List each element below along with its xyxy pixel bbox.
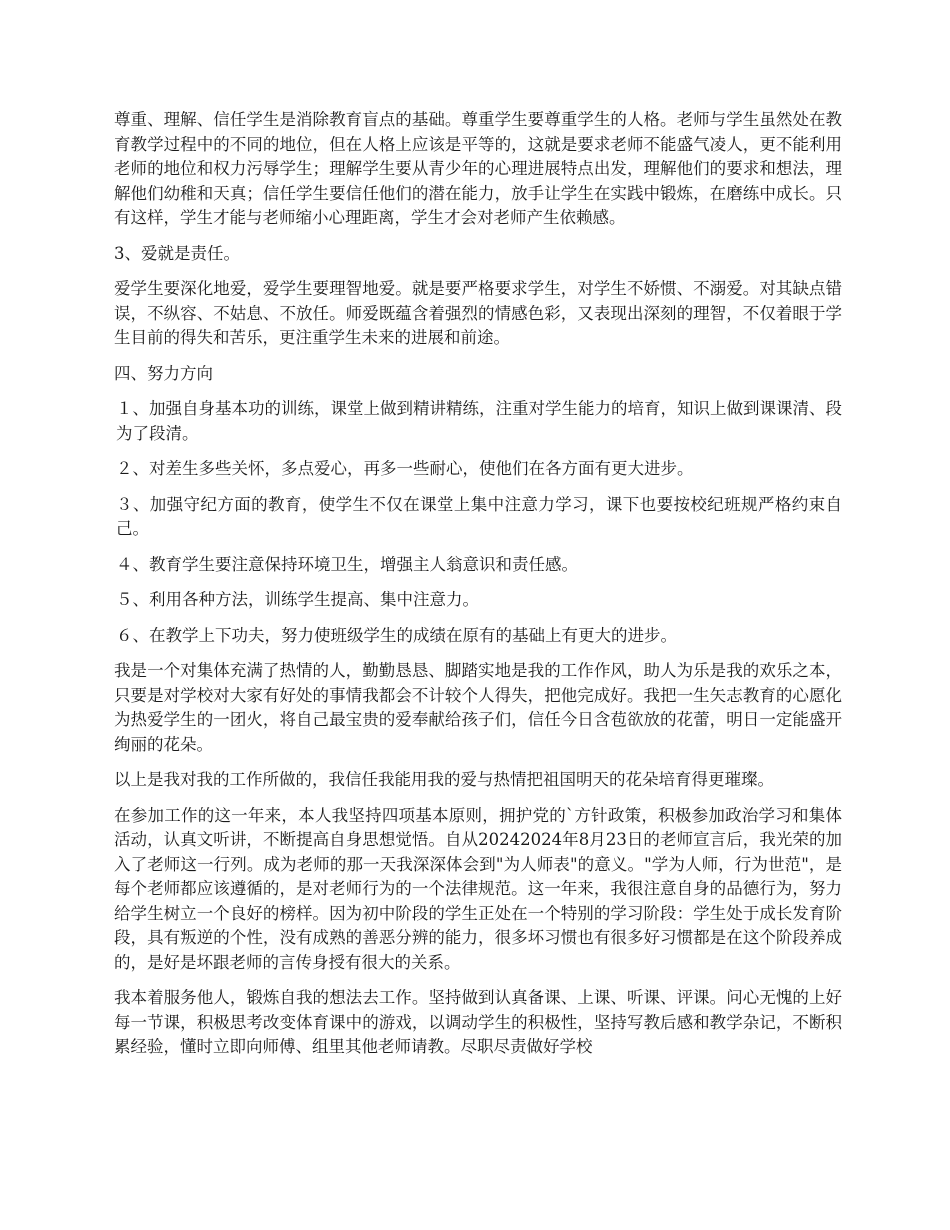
heading-effort-direction: 四、努力方向 — [114, 363, 213, 383]
paragraph-conclusion: 以上是我对我的工作所做的，我信任我能用我的爱与热情把祖国明天的花朵培育得更璀璨。 — [114, 770, 774, 789]
paragraph-work-year: 在参加工作的这一年来，本人我坚持四项基本原则，拥护党的`方针政策，积极参加政治学习和集体活动，认真文听讲，不断提高自身思想觉悟。自从20242024年8月23日的老师宣言后，我光荣的加入了老师这一行列。成为老师的那一天我深深体会到"为人师表"的意义。"学为人师，行为世范"，是每个老师都应该遵循的，是对老师行为的一个法律规范。这一年来，我很注意自身的品德行为，努力给学生树立一个良好的榜样。因为初中阶段的学生正处在一个特别的学习阶段：学生处于成长发育阶段，具有叛逆的个性，没有成熟的善恶分辨的能力，很多坏习惯也有很多好习惯都是在这个阶段养成的，是好是坏跟老师的言传身授有很大的关系。 — [114, 805, 842, 972]
paragraph-love-students: 爱学生要深化地爱，爱学生要理智地爱。就是要严格要求学生，对学生不娇惯、不溺爱。对其缺点错误，不纵容、不姑息、不放任。师爱既蕴含着强烈的情感色彩，又表现出深刻的理智，不仅着眼于学生目前的得失和苦乐，更注重学生未来的进展和前途。 — [114, 279, 842, 347]
list-item-1: １、加强自身基本功的训练，课堂上做到精讲精练，注重对学生能力的培育，知识上做到课课清、段为了段清。 — [116, 399, 842, 443]
list-item-5: ５、利用各种方法，训练学生提高、集中注意力。 — [116, 590, 479, 609]
list-item-2: ２、对差生多些关怀，多点爱心，再多一些耐心，使他们在各方面有更大进步。 — [116, 459, 694, 478]
paragraph-respect: 尊重、理解、信任学生是消除教育盲点的基础。尊重学生要尊重学生的人格。老师与学生虽然处在教育教学过程中的不同的地位，但在人格上应该是平等的，这就是要求老师不能盛气凌人，更不能利用老师的地位和权力污辱学生；理解学生要从青少年的心理进展特点出发，理解他们的要求和想法，理解他们幼稚和天真；信任学生要信任他们的潜在能力，放手让学生在实践中锻炼，在磨练中成长。只有这样，学生才能与老师缩小心理距离，学生才会对老师产生依赖感。 — [114, 110, 842, 227]
paragraph-self-description: 我是一个对集体充满了热情的人，勤勤恳恳、脚踏实地是我的工作作风，助人为乐是我的欢乐之本，只要是对学校对大家有好处的事情我都会不计较个人得失，把他完成好。我把一生矢志教育的心愿化为热爱学生的一团火，将自己最宝贵的爱奉献给孩子们，信任今日含苞欲放的花蕾，明日一定能盛开绚丽的花朵。 — [114, 661, 842, 754]
list-item-6: ６、在教学上下功夫，努力使班级学生的成绩在原有的基础上有更大的进步。 — [116, 625, 677, 645]
list-item-4: ４、教育学生要注意保持环境卫生，增强主人翁意识和责任感。 — [116, 554, 578, 574]
document-body — [114, 108, 842, 1071]
list-item-3: ３、加强守纪方面的教育，使学生不仅在课堂上集中注意力学习，课下也要按校纪班规严格约束自己。 — [116, 494, 842, 538]
paragraph-service: 我本着服务他人，锻炼自我的想法去工作。坚持做到认真备课、上课、听课、评课。问心无愧的上好每一节课，积极思考改变体育课中的游戏，以调动学生的积极性，坚持写教后感和教学杂记，不断积累经验，懂时立即向师傅、组里其他老师请教。尽职尽责做好学校 — [114, 988, 842, 1056]
heading-love-is-responsibility: 3、爱就是责任。 — [114, 243, 240, 263]
